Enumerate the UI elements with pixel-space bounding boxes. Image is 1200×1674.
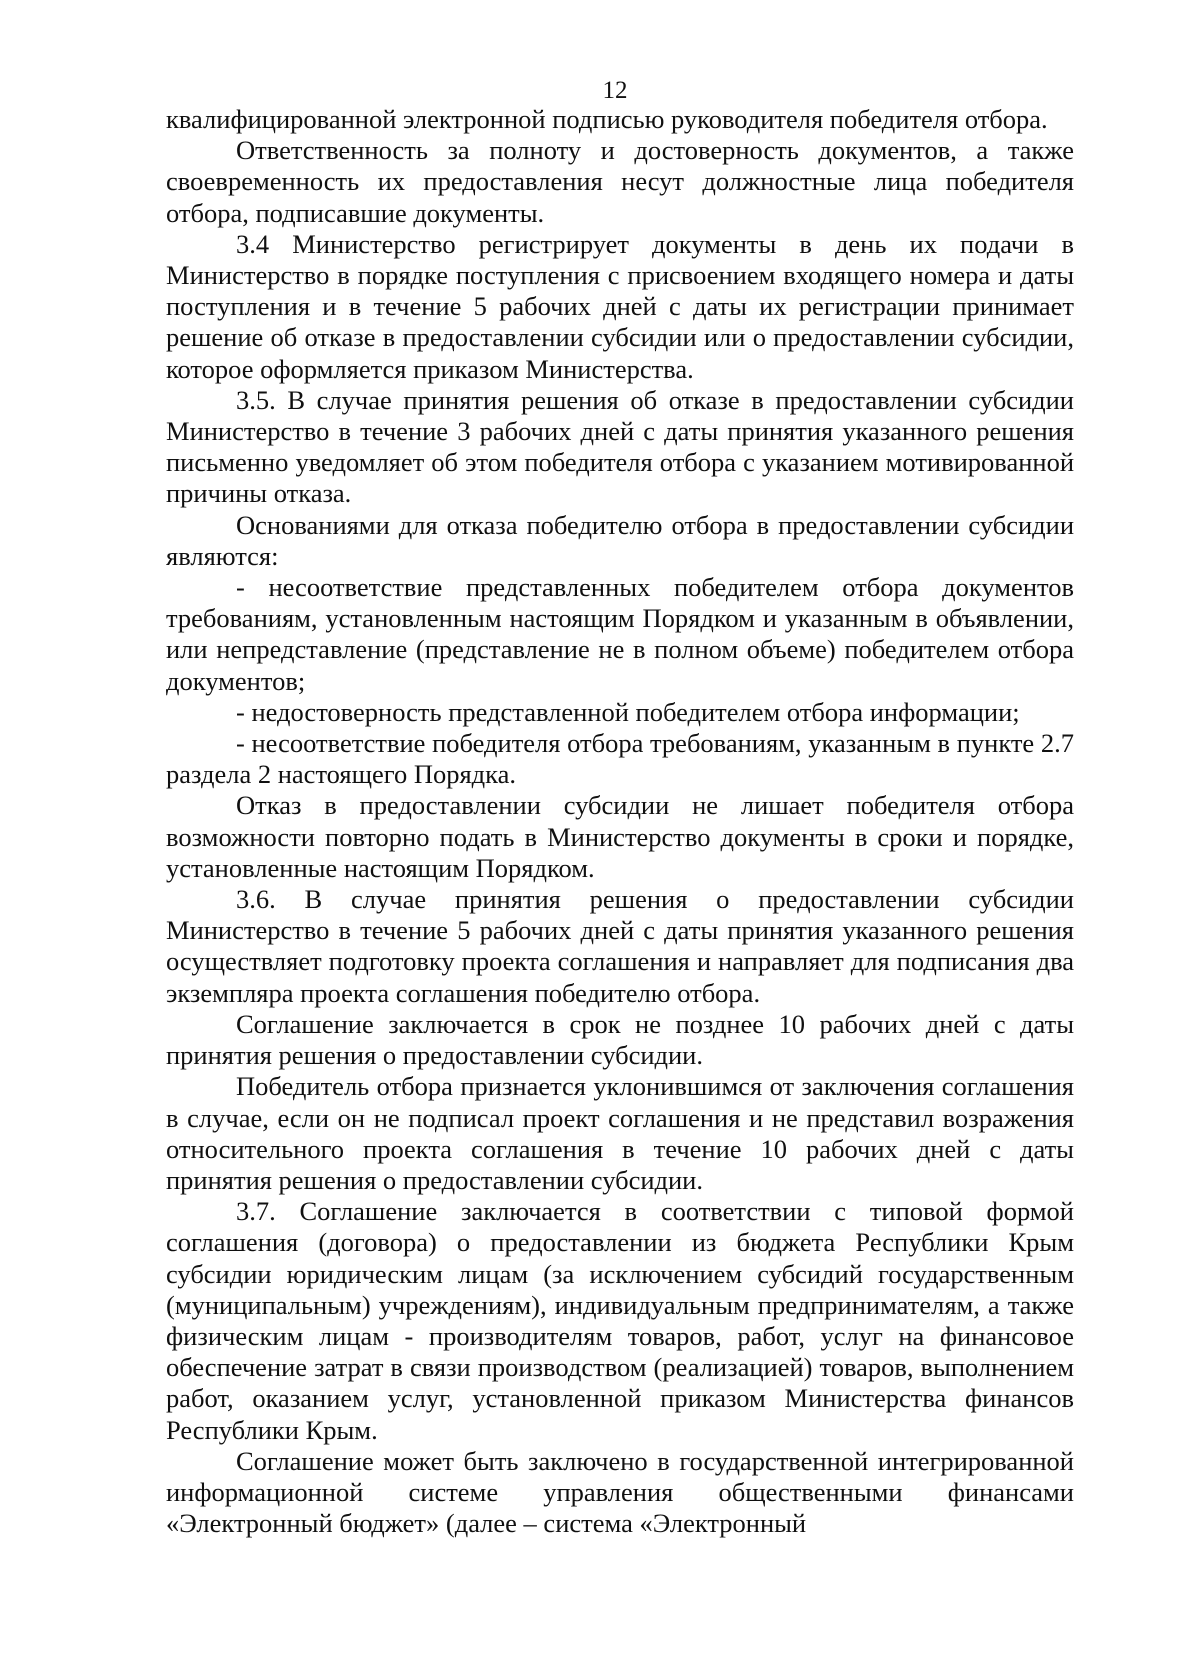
list-item: - несоответствие представленных победителем отбора документов требованиям, установленным настоящим Порядком и указанным в объявлении, или непредставление (представление не в полном объеме) победителем отбора документов; — [166, 572, 1074, 696]
paragraph: Ответственность за полноту и достоверность документов, а также своевременность их предоставления несут должностные лица победителя отбора, подписавшие документы. — [166, 135, 1074, 228]
list-item: - недостоверность представленной победителем отбора информации; — [236, 696, 1020, 727]
document-body — [166, 104, 1074, 1539]
paragraph: Соглашение заключается в срок не позднее 10 рабочих дней с даты принятия решения о предоставлении субсидии. — [166, 1008, 1074, 1071]
paragraph: 3.4 Министерство регистрирует документы в день их подачи в Министерство в порядке поступления с присвоением входящего номера и даты поступления и в течение 5 рабочих дней с даты их регистрации принимает решение об отказе в предоставлении субсидии или о предоставлении субсидии, которое оформляется приказом Министерства. — [166, 228, 1074, 384]
list-item: - несоответствие победителя отбора требованиям, указанным в пункте 2.7 раздела 2 настоящего Порядка. — [166, 728, 1074, 790]
paragraph: Победитель отбора признается уклонившимся от заключения соглашения в случае, если он не подписал проект соглашения и не представил возражения относительного проекта соглашения в течение 10 рабочих дней с даты принятия решения о предоставлении субсидии. — [166, 1071, 1074, 1195]
paragraph: 3.5. В случае принятия решения об отказе в предоставлении субсидии Министерство в течение 3 рабочих дней с даты принятия указанного решения письменно уведомляет об этом победителя отбора с указанием мотивированной причины отказа. — [166, 384, 1074, 509]
paragraph: Отказ в предоставлении субсидии не лишает победителя отбора возможности повторно подать в Министерство документы в сроки и порядке, установленные настоящим Порядком. — [166, 790, 1074, 883]
paragraph: Соглашение может быть заключено в государственной интегрированной информационной системе управления общественными финансами «Электронный бюджет» (далее – система «Электронный — [166, 1445, 1074, 1539]
paragraph: квалифицированной электронной подписью руководителя победителя отбора. — [166, 104, 1048, 134]
paragraph: Основаниями для отказа победителю отбора в предоставлении субсидии являются: — [166, 509, 1074, 571]
paragraph: 3.6. В случае принятия решения о предоставлении субсидии Министерство в течение 5 рабочих дней с даты принятия указанного решения осуществляет подготовку проекта соглашения и направляет для подписания два экземпляра проекта соглашения победителю отбора. — [166, 884, 1074, 1008]
page-number: 12 — [602, 77, 628, 104]
paragraph: 3.7. Соглашение заключается в соответствии с типовой формой соглашения (договора) о предоставлении из бюджета Республики Крым субсидии юридическим лицам (за исключением субсидий государственным (муниципальным) учреждениям), индивидуальным предпринимателям, а также физическим лицам - производителям товаров, работ, услуг на финансовое обеспечение затрат в связи производством (реализацией) товаров, выполнением работ, оказанием услуг, установленной приказом Министерства финансов Республики Крым. — [166, 1196, 1074, 1445]
